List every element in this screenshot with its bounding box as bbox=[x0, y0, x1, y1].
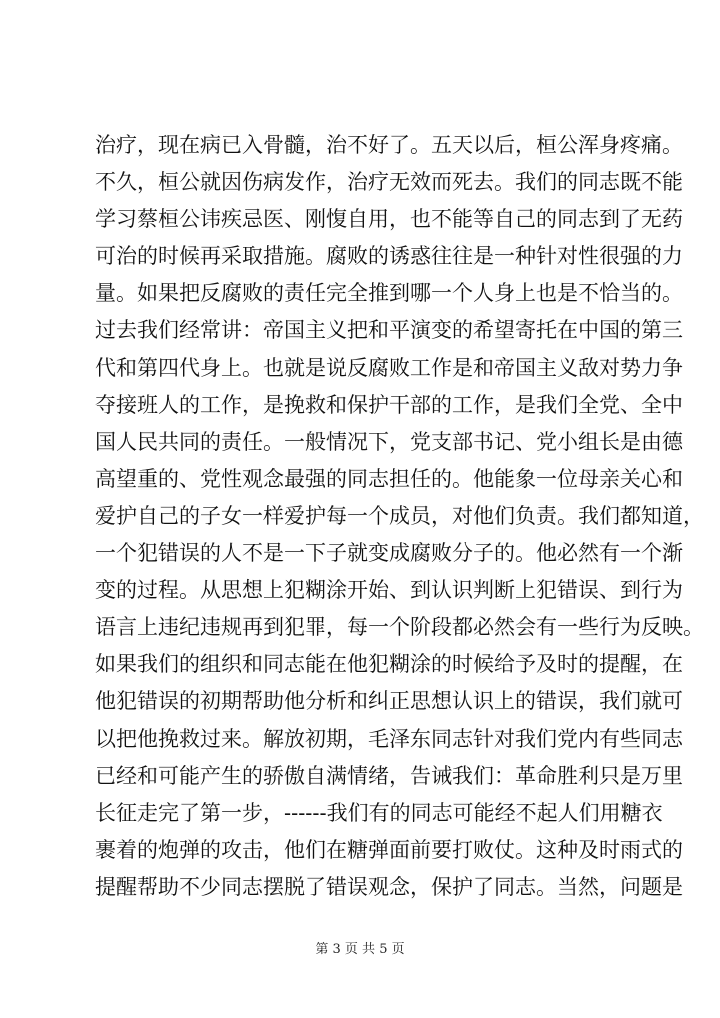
text-line: 语言上违纪违规再到犯罪，每一个阶段都必然会有一些行为反映。 bbox=[95, 615, 704, 640]
text-line: 他犯错误的初期帮助他分析和纠正思想认识上的错误，我们就可 bbox=[95, 689, 683, 714]
text-line: 可治的时候再采取措施。腐败的诱惑往往是一种针对性很强的力 bbox=[95, 244, 683, 269]
text-line: 高望重的、党性观念最强的同志担任的。他能象一位母亲关心和 bbox=[95, 466, 683, 491]
text-line: 过去我们经常讲：帝国主义把和平演变的希望寄托在中国的第三 bbox=[95, 318, 683, 343]
text-line: 治疗，现在病已入骨髓，治不好了。五天以后，桓公浑身疼痛。 bbox=[95, 133, 683, 157]
text-line: 如果我们的组织和同志能在他犯糊涂的时候给予及时的提醒，在 bbox=[95, 652, 683, 677]
text-line: 长征走完了第一步，------我们有的同志可能经不起人们用糖衣 bbox=[95, 800, 663, 825]
text-line: 一个犯错误的人不是一下子就变成腐败分子的。他必然有一个渐 bbox=[95, 541, 683, 566]
text-line: 夺接班人的工作，是挽救和保护干部的工作，是我们全党、全中 bbox=[95, 392, 683, 417]
text-line: 裹着的炮弹的攻击，他们在糖弹面前要打败仗。这种及时雨式的 bbox=[95, 837, 683, 862]
text-line: 不久，桓公就因伤病发作，治疗无效而死去。我们的同志既不能 bbox=[95, 170, 683, 195]
text-line: 变的过程。从思想上犯糊涂开始、到认识判断上犯错误、到行为 bbox=[95, 578, 683, 603]
text-line: 学习蔡桓公讳疾忌医、刚愎自用，也不能等自己的同志到了无药 bbox=[95, 207, 683, 232]
document-body bbox=[95, 127, 704, 906]
text-line: 爱护自己的子女一样爱护每一个成员，对他们负责。我们都知道， bbox=[95, 503, 704, 528]
text-line: 以把他挽救过来。解放初期，毛泽东同志针对我们党内有些同志 bbox=[95, 726, 683, 751]
page-number-footer: 第 3 页 共 5 页 bbox=[315, 942, 405, 957]
text-line: 提醒帮助不少同志摆脱了错误观念，保护了同志。当然，问题是 bbox=[95, 874, 683, 899]
text-line: 代和第四代身上。也就是说反腐败工作是和帝国主义敌对势力争 bbox=[95, 355, 683, 380]
text-line: 国人民共同的责任。一般情况下，党支部书记、党小组长是由德 bbox=[95, 429, 683, 454]
text-line: 已经和可能产生的骄傲自满情绪，告诫我们：革命胜利只是万里 bbox=[95, 763, 683, 788]
text-line: 量。如果把反腐败的责任完全推到哪一个人身上也是不恰当的。 bbox=[95, 281, 683, 306]
